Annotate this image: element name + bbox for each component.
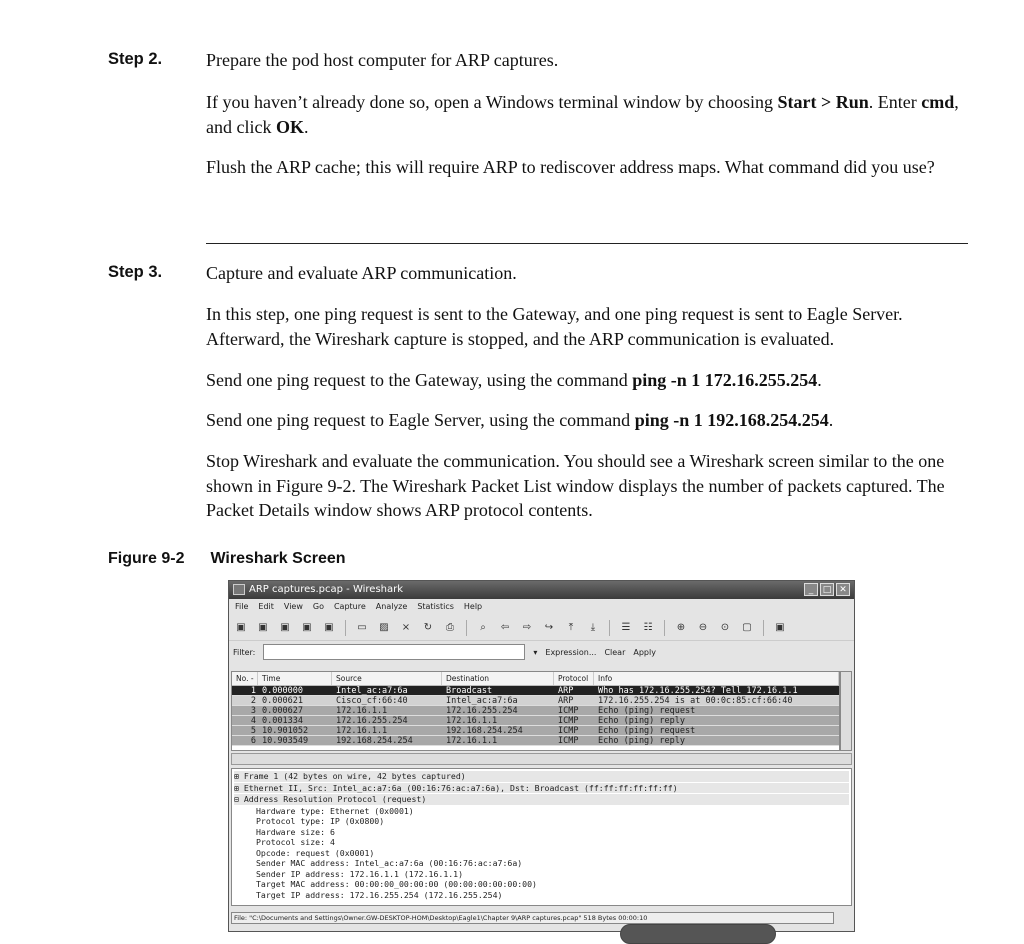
packet-row[interactable]: [232, 706, 839, 716]
packet-cell: Cisco_cf:66:40: [336, 696, 408, 705]
menu-analyze[interactable]: Analyze: [375, 602, 408, 611]
packet-cell: 172.16.1.1: [446, 736, 498, 745]
packet-cell: Broadcast: [446, 686, 493, 695]
col-info[interactable]: Info: [594, 672, 839, 685]
stop-capture-icon[interactable]: ▣: [302, 621, 312, 633]
close-icon[interactable]: ✕: [836, 583, 850, 596]
packet-cell: 172.16.1.1: [336, 706, 388, 715]
goto-icon[interactable]: ↪: [544, 621, 554, 633]
restart-capture-icon[interactable]: ▣: [324, 621, 334, 633]
page-tab: [620, 924, 776, 944]
filter-bar: [229, 641, 854, 663]
detail-field[interactable]: Target MAC address: 00:00:00_00:00:00 (00:00:00:00:00:00): [256, 879, 537, 889]
col-no[interactable]: No. -: [232, 672, 258, 685]
forward-icon[interactable]: ⇨: [522, 621, 532, 633]
packet-cell: ARP: [558, 696, 574, 705]
packet-cell: 6: [250, 736, 256, 745]
packet-cell: 172.16.255.254: [336, 716, 408, 725]
save-icon[interactable]: ▨: [379, 621, 389, 633]
packet-cell: Echo (ping) reply: [598, 716, 685, 725]
menu-bar: [229, 599, 854, 615]
col-destination[interactable]: Destination: [442, 672, 554, 685]
first-packet-icon[interactable]: ⤒: [568, 621, 574, 633]
packet-cell: Echo (ping) request: [598, 726, 696, 735]
packet-cell: 1: [250, 686, 256, 695]
packet-list-header: [232, 672, 839, 686]
last-packet-icon[interactable]: ⤓: [590, 621, 596, 633]
detail-field[interactable]: Hardware type: Ethernet (0x0001): [256, 805, 414, 816]
detail-field[interactable]: Protocol type: IP (0x0800): [256, 816, 385, 826]
wireshark-icon: [233, 584, 245, 595]
col-time[interactable]: Time: [258, 672, 332, 685]
packet-cell: Intel_ac:a7:6a: [446, 696, 518, 705]
step-2-para-1: If you haven’t already done so, open a Windows terminal window by choosing Start > Run. Enter cmd, and click OK.: [206, 92, 959, 137]
packet-cell: ICMP: [558, 716, 579, 725]
menu-statistics[interactable]: Statistics: [417, 602, 454, 611]
packet-cell: 172.16.1.1: [446, 716, 498, 725]
step-2-heading: Prepare the pod host computer for ARP captures.: [206, 50, 559, 70]
filter-dropdown-icon[interactable]: ▾: [533, 647, 538, 657]
options-icon[interactable]: ▣: [258, 621, 268, 633]
menu-edit[interactable]: Edit: [258, 602, 274, 611]
find-icon[interactable]: ⌕: [480, 621, 486, 633]
packet-cell: Echo (ping) request: [598, 706, 696, 715]
packet-row[interactable]: [232, 696, 839, 706]
step-3-para-4: Stop Wireshark and evaluate the communication. You should see a Wireshark screen similar to the one shown in Figure 9-2. The Wireshark Packet List window displays the number of packets captured. The Packet Details window shows ARP protocol contents.: [206, 451, 945, 520]
menu-help[interactable]: Help: [463, 602, 483, 611]
print-icon[interactable]: ⎙: [446, 621, 454, 633]
zoom-in-icon[interactable]: ⊕: [676, 621, 686, 633]
step-2-label: Step 2.: [108, 50, 163, 68]
title-bar: [229, 581, 854, 599]
step-3-label: Step 3.: [108, 263, 163, 281]
close-file-icon[interactable]: ×: [401, 621, 411, 633]
maximize-icon[interactable]: □: [820, 583, 834, 596]
col-protocol[interactable]: Protocol: [554, 672, 594, 685]
resize-columns-icon[interactable]: ▢: [742, 621, 752, 633]
window-title: ARP captures.pcap - Wireshark: [249, 584, 404, 595]
step-2-para-2: Flush the ARP cache; this will require ARP to rediscover address maps. What command did you use?: [206, 157, 935, 177]
clear-button[interactable]: Clear: [604, 647, 626, 657]
packet-details: [231, 768, 852, 906]
detail-frame[interactable]: ⊞ Frame 1 (42 bytes on wire, 42 bytes captured): [234, 771, 849, 782]
packet-cell: 0.000621: [262, 696, 303, 705]
detail-field[interactable]: Target IP address: 172.16.255.254 (172.16.255.254): [256, 889, 503, 900]
packet-cell: ARP: [558, 686, 574, 695]
zoom-out-icon[interactable]: ⊖: [698, 621, 708, 633]
step-3-para-2: Send one ping request to the Gateway, using the command ping -n 1 172.16.255.254.: [206, 370, 822, 390]
autoscroll-icon[interactable]: ☷: [643, 621, 653, 633]
expression-button[interactable]: Expression...: [545, 647, 597, 657]
packet-cell: 3: [250, 706, 256, 715]
packet-row[interactable]: [232, 726, 839, 736]
filter-label: Filter:: [233, 647, 256, 657]
menu-capture[interactable]: Capture: [333, 602, 366, 611]
detail-ethernet[interactable]: ⊞ Ethernet II, Src: Intel_ac:a7:6a (00:16:76:ac:a7:6a), Dst: Broadcast (ff:ff:ff:ff:ff:ff): [234, 783, 849, 794]
toolbar: [229, 615, 854, 641]
wireshark-window: [228, 580, 855, 932]
figure-caption: Figure 9-2 Wireshark Screen: [108, 550, 346, 567]
step-3-heading: Capture and evaluate ARP communication.: [206, 263, 517, 283]
menu-go[interactable]: Go: [312, 602, 324, 611]
filter-input[interactable]: [263, 644, 525, 660]
packet-cell: 5: [250, 726, 256, 735]
packet-cell: 4: [250, 716, 256, 725]
menu-view[interactable]: View: [283, 602, 303, 611]
minimize-icon[interactable]: _: [804, 583, 818, 596]
detail-field[interactable]: Hardware size: 6: [256, 826, 335, 837]
packet-cell: 192.168.254.254: [336, 736, 413, 745]
packet-row[interactable]: [232, 736, 839, 746]
packet-cell: ICMP: [558, 736, 579, 745]
packet-cell: 172.16.1.1: [336, 726, 388, 735]
packet-cell: Echo (ping) reply: [598, 736, 685, 745]
packet-cell: 0.001334: [262, 716, 303, 725]
packet-cell: ICMP: [558, 706, 579, 715]
packet-cell: Intel_ac:a7:6a: [336, 686, 408, 695]
apply-button[interactable]: Apply: [633, 647, 656, 657]
detail-arp[interactable]: ⊟ Address Resolution Protocol (request): [234, 794, 849, 805]
col-source[interactable]: Source: [332, 672, 442, 685]
status-bar: File: "C:\Documents and Settings\Owner.GW-DESKTOP-HOM\Desktop\Eagle1\Chapter 9\ARP captures.pcap" 518 Bytes 00:00:10: [231, 912, 834, 924]
answer-line: [206, 243, 968, 244]
packet-cell: 0.000627: [262, 706, 303, 715]
menu-file[interactable]: File: [235, 602, 249, 611]
detail-field[interactable]: Protocol size: 4: [256, 837, 335, 847]
interfaces-icon[interactable]: ▣: [236, 621, 246, 633]
zoom-normal-icon[interactable]: ⊙: [720, 621, 730, 633]
capture-filters-icon[interactable]: ▣: [775, 621, 785, 633]
packet-list-vscroll[interactable]: [840, 671, 852, 751]
step-3-para-3: Send one ping request to Eagle Server, using the command ping -n 1 192.168.254.254.: [206, 410, 834, 430]
packet-cell: 172.16.255.254 is at 00:0c:85:cf:66:40: [598, 696, 793, 705]
packet-cell: 192.168.254.254: [446, 726, 523, 735]
packet-row[interactable]: [232, 686, 839, 696]
start-capture-icon[interactable]: ▣: [280, 621, 290, 633]
packet-cell: ICMP: [558, 726, 579, 735]
packet-cell: 10.903549: [262, 736, 309, 745]
packet-cell: 0.000000: [262, 686, 303, 695]
detail-field[interactable]: Opcode: request (0x0001): [256, 847, 375, 858]
detail-field[interactable]: Sender IP address: 172.16.1.1 (172.16.1.1): [256, 868, 464, 879]
reload-icon[interactable]: ↻: [423, 621, 433, 633]
back-icon[interactable]: ⇦: [500, 621, 510, 633]
packet-list-hscroll[interactable]: [231, 753, 852, 765]
packet-cell: Who has 172.16.255.254? Tell 172.16.1.1: [598, 686, 798, 695]
packet-list: [231, 671, 840, 751]
packet-cell: 10.901052: [262, 726, 309, 735]
detail-field[interactable]: Sender MAC address: Intel_ac:a7:6a (00:16:76:ac:a7:6a): [256, 858, 523, 868]
packet-cell: 172.16.255.254: [446, 706, 518, 715]
packet-row[interactable]: [232, 716, 839, 726]
colorize-icon[interactable]: ☰: [621, 621, 631, 633]
open-icon[interactable]: ▭: [357, 621, 367, 633]
step-3-para-1: In this step, one ping request is sent to the Gateway, and one ping request is sent to Eagle Server. Afterward, the Wireshark capture is stopped, and the ARP communication is evaluated.: [206, 304, 903, 349]
packet-cell: 2: [250, 696, 256, 705]
